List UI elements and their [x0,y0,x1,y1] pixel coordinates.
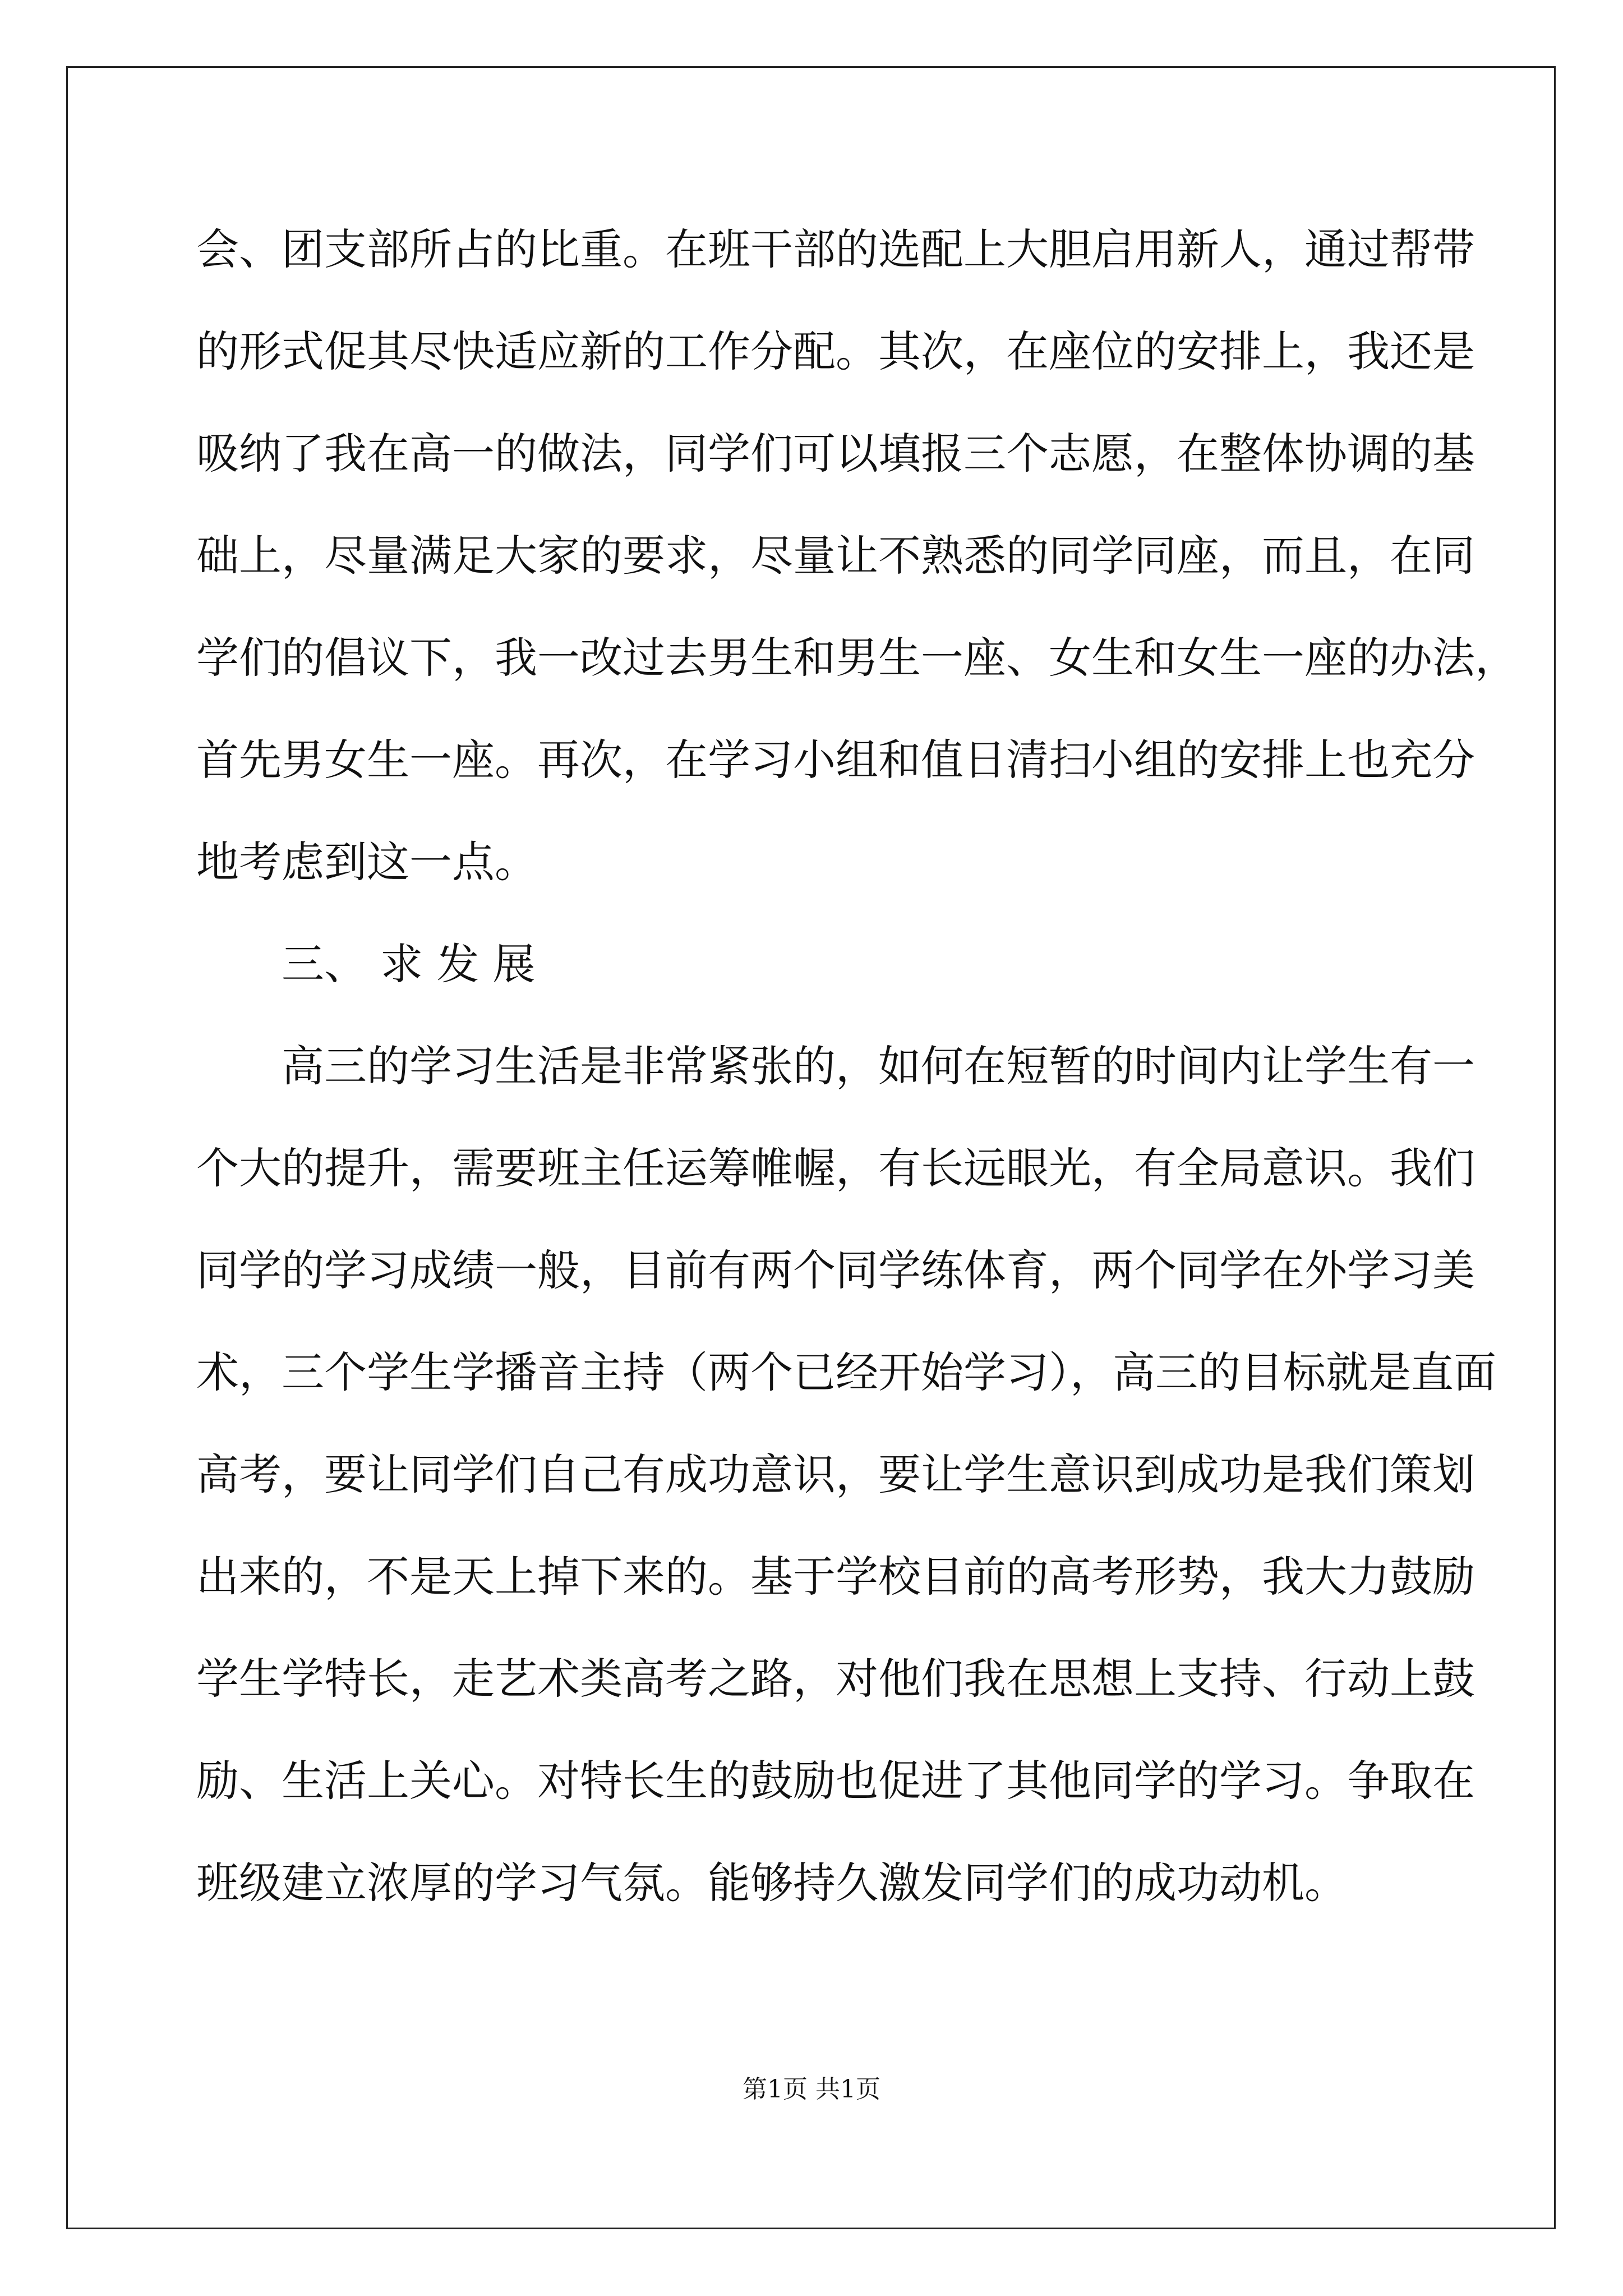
text-line: 吸纳了我在高一的做法，同学们可以填报三个志愿，在整体协调的基 [196,429,1475,478]
text-line: 个大的提升，需要班主任运筹帷幄，有长远眼光，有全局意识。我们 [196,1143,1475,1193]
text-line: 高考，要让同学们自己有成功意识，要让学生意识到成功是我们策划 [196,1450,1475,1499]
page-number-footer: 第1页 共1页 [743,2075,880,2104]
text-line: 学们的倡议下，我一改过去男生和男生一座、女生和女生一座的办法， [196,633,1518,683]
text-line: 地考虑到这一点。 [196,837,537,887]
text-line: 会、团支部所占的比重。在班干部的选配上大胆启用新人，通过帮带 [196,224,1475,274]
text-line: 学生学特长，走艺术类高考之路，对他们我在思想上支持、行动上鼓 [196,1654,1475,1704]
text-line: 高三的学习生活是非常紧张的，如何在短暂的时间内让学生有一 [282,1041,1475,1091]
text-line: 础上，尽量满足大家的要求，尽量让不熟悉的同学同座，而且，在同 [196,531,1475,581]
text-line: 励、生活上关心。对特长生的鼓励也促进了其他同学的学习。争取在 [196,1756,1475,1806]
text-line: 同学的学习成绩一般，目前有两个同学练体育，两个同学在外学习美 [196,1245,1475,1295]
section-heading: 三、 求 发 展 [282,939,536,989]
text-line: 的形式促其尽快适应新的工作分配。其次，在座位的安排上，我还是 [196,326,1475,376]
text-line: 术，三个学生学播音主持（两个已经开始学习），高三的目标就是直面 [196,1347,1496,1397]
text-line: 首先男女生一座。再次，在学习小组和值日清扫小组的安排上也充分 [196,735,1475,785]
text-line: 出来的，不是天上掉下来的。基于学校目前的高考形势，我大力鼓励 [196,1552,1475,1602]
text-line: 班级建立浓厚的学习气氛。能够持久激发同学们的成功动机。 [196,1858,1347,1908]
